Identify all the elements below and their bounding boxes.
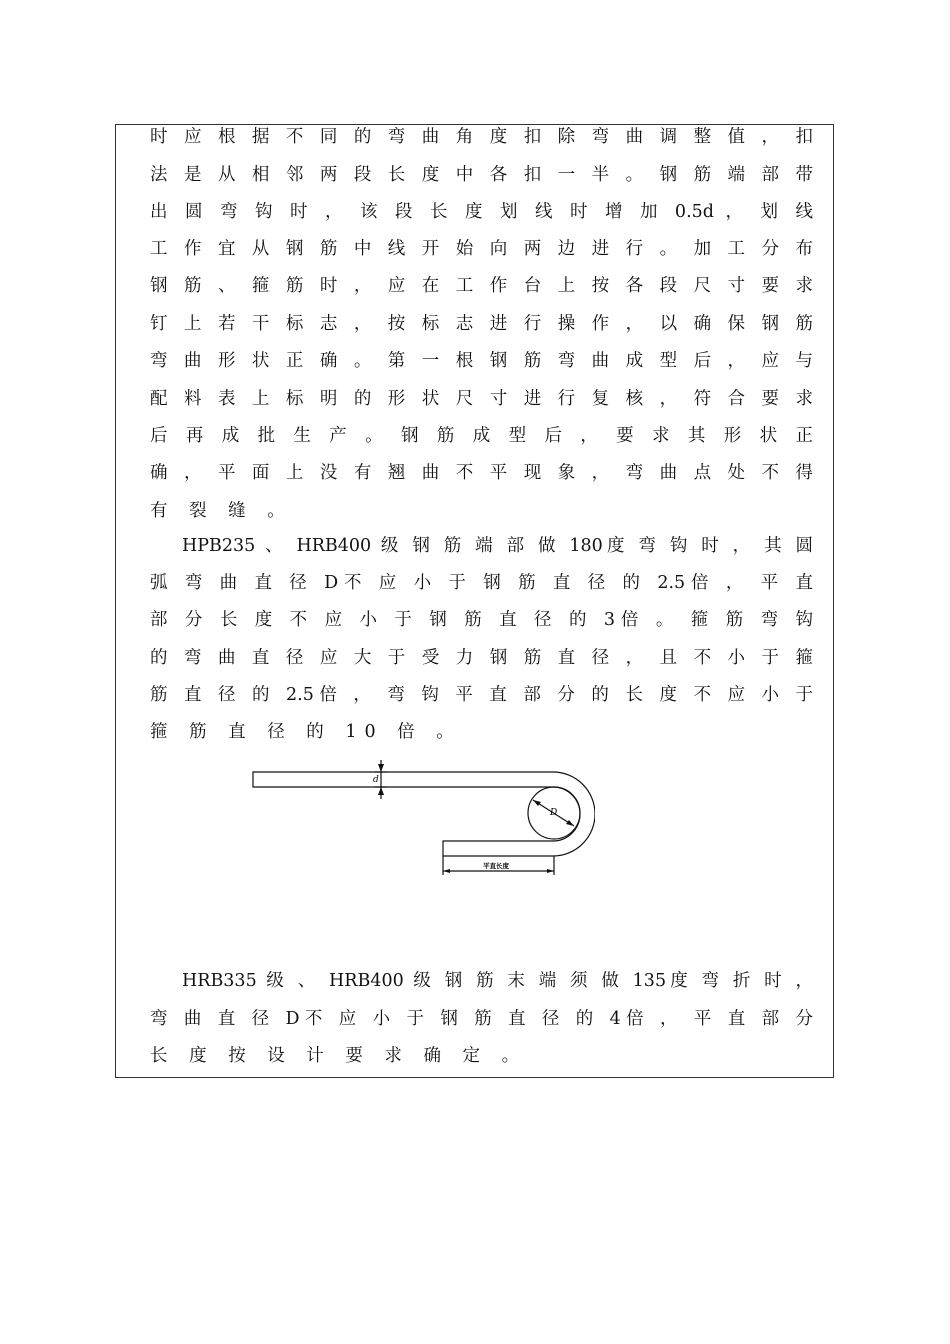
text-line: HPB235 、 HRB400 级 钢 筋 端 部 做 180度 弯 钩 时 ， 其 圆 — [182, 536, 813, 556]
hook-bend-diagram — [250, 755, 595, 880]
text-line: 弧 弯 曲 直 径 D不 应 小 于 钢 筋 直 径 的 2.5倍 ， 平 直 — [150, 573, 813, 593]
text-line: 钢 筋 、 箍 筋 时 ， 应 在 工 作 台 上 按 各 段 尺 寸 要 求 — [150, 276, 813, 296]
text-line: 确 ， 平 面 上 没 有 翘 曲 不 平 现 象 ， 弯 曲 点 处 不 得 — [150, 463, 813, 483]
content-frame — [115, 124, 834, 1078]
text-line: HRB335 级 、 HRB400 级 钢 筋 末 端 须 做 135度 弯 折 时 ， — [182, 971, 813, 991]
text-line: 箍 筋 直 径 的 10 倍 。 — [150, 722, 462, 742]
text-line: 的 弯 曲 直 径 应 大 于 受 力 钢 筋 直 径 ， 且 不 小 于 箍 — [150, 648, 813, 668]
text-line: 筋 直 径 的 2.5倍 ， 弯 钩 平 直 部 分 的 长 度 不 应 小 于 — [150, 685, 813, 705]
text-line: 有 裂 缝 。 — [150, 501, 293, 521]
text-line: 钉 上 若 干 标 志 ， 按 标 志 进 行 操 作 ， 以 确 保 钢 筋 — [150, 314, 813, 334]
text-line: 工 作 宜 从 钢 筋 中 线 开 始 向 两 边 进 行 。 加 工 分 布 — [150, 239, 813, 259]
text-line: 部 分 长 度 不 应 小 于 钢 筋 直 径 的 3倍 。 箍 筋 弯 钩 — [150, 610, 813, 630]
label-d: d — [373, 775, 379, 785]
text-line: 后 再 成 批 生 产 。 钢 筋 成 型 后 ， 要 求 其 形 状 正 — [150, 426, 813, 446]
label-D: D — [550, 808, 558, 818]
text-line: 弯 曲 直 径 D不 应 小 于 钢 筋 直 径 的 4倍 ， 平 直 部 分 — [150, 1009, 813, 1029]
text-line: 时 应 根 据 不 同 的 弯 曲 角 度 扣 除 弯 曲 调 整 值 ， 扣 — [150, 127, 813, 147]
text-line: 弯 曲 形 状 正 确 。 第 一 根 钢 筋 弯 曲 成 型 后 ， 应 与 — [150, 351, 813, 371]
label-straight-length: 平直长度 — [483, 862, 509, 870]
text-line: 法 是 从 相 邻 两 段 长 度 中 各 扣 一 半 。 钢 筋 端 部 带 — [150, 165, 813, 185]
text-line: 出 圆 弯 钩 时 ， 该 段 长 度 划 线 时 增 加 0.5d ， 划 线 — [150, 202, 813, 222]
text-line: 长 度 按 设 计 要 求 确 定 。 — [150, 1046, 528, 1066]
text-line: 配 料 表 上 标 明 的 形 状 尺 寸 进 行 复 核 ， 符 合 要 求 — [150, 389, 813, 409]
